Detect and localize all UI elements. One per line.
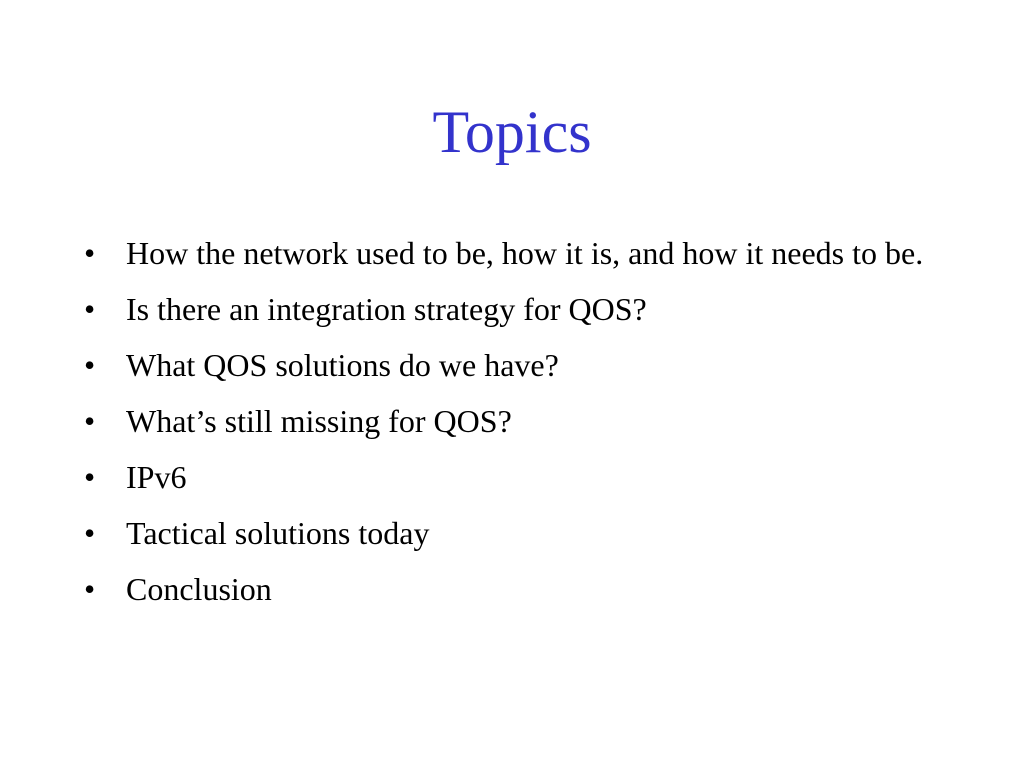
bullet-icon: •: [84, 291, 96, 327]
list-item-text: Conclusion: [126, 571, 272, 607]
slide-title: Topics: [432, 99, 592, 165]
list-item-text: What QOS solutions do we have?: [126, 347, 559, 383]
list-item-text: What’s still missing for QOS?: [126, 403, 512, 439]
list-item-text: How the network used to be, how it is, and how it needs to be.: [126, 235, 924, 271]
list-item-text: IPv6: [126, 459, 187, 495]
bullet-icon: •: [84, 347, 96, 383]
topic-list: [84, 230, 944, 622]
list-item: [84, 566, 944, 613]
list-item-text: Is there an integration strategy for QOS?: [126, 291, 647, 327]
list-item: [84, 342, 944, 389]
bullet-icon: •: [84, 459, 96, 495]
list-item: [84, 510, 944, 557]
list-item: [84, 286, 944, 333]
bullet-icon: •: [84, 571, 96, 607]
bullet-icon: •: [84, 403, 96, 439]
list-item: [84, 454, 944, 501]
list-item: [84, 398, 944, 445]
bullet-icon: •: [84, 235, 96, 271]
list-item-text: Tactical solutions today: [126, 515, 430, 551]
bullet-icon: •: [84, 515, 96, 551]
list-item: [84, 230, 944, 277]
